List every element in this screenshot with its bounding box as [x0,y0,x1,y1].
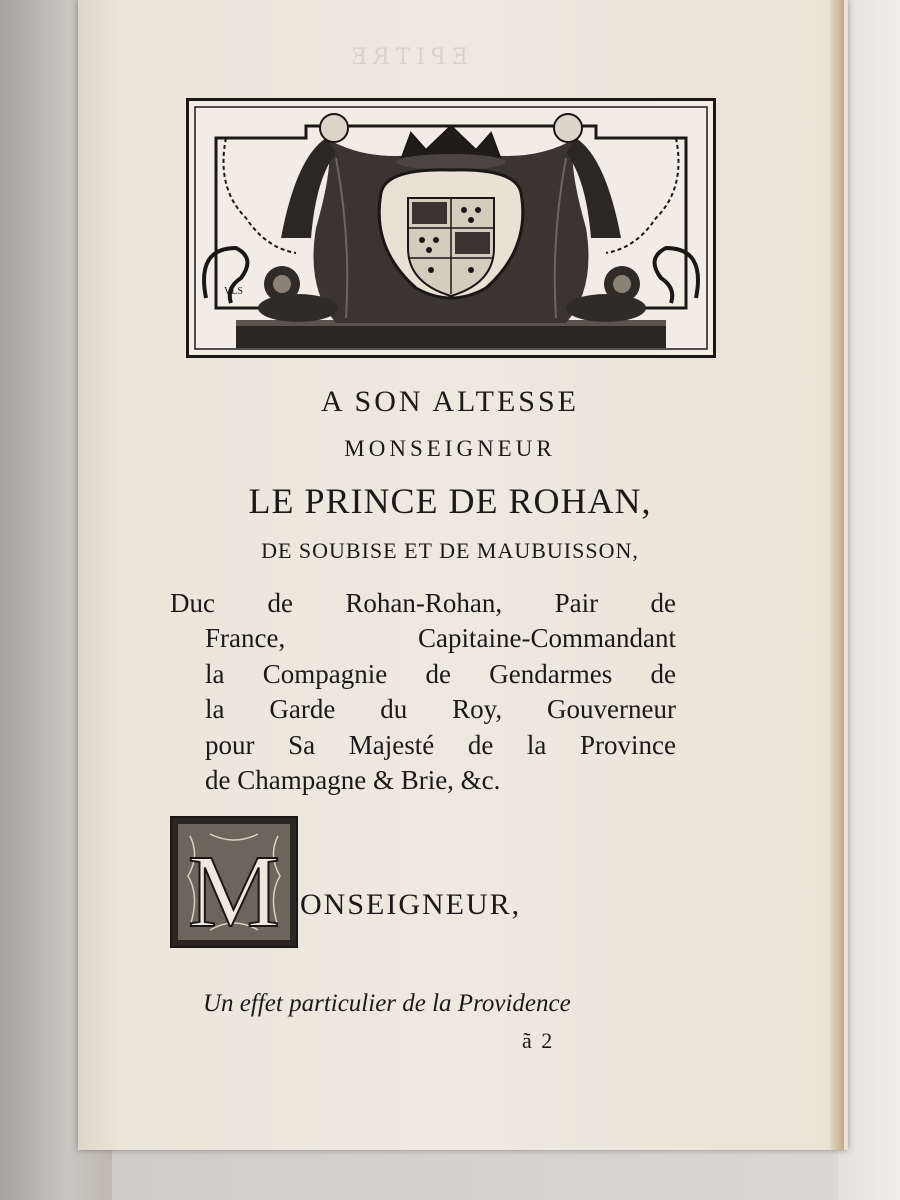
armorial-headpiece [186,98,716,358]
dedication-line-4: DE SOUBISE ET DE MAUBUISSON, [261,538,639,563]
title-line-4: la Garde du Roy, Gouverneur [205,694,676,724]
dedication-line-2: MONSEIGNEUR [344,436,556,461]
title-line-3: la Compagnie de Gendarmes de [205,659,676,689]
dropcap-letter: M [187,834,281,948]
dedication-line-1: A SON ALTESSE [321,385,579,418]
title-line-1: Duc de Rohan-Rohan, Pair de [170,588,676,618]
show-through-heading: EPITRE [345,45,468,70]
signature-mark: ã 2 [522,1028,555,1053]
closing-line: Un effet particulier de la Providence [203,990,571,1017]
dedication-line-3: LE PRINCE DE ROHAN, [248,481,652,521]
title-line-6: de Champagne & Brie, &c. [205,765,501,795]
title-line-2: France, Capitaine-Commandant [205,623,676,653]
decorated-initial [170,816,298,948]
salutation: ONSEIGNEUR, [300,888,522,921]
page-fore-edge [830,0,844,1150]
engraver-initials: VLS [224,286,243,297]
title-line-5: pour Sa Majesté de la Province [205,730,676,760]
